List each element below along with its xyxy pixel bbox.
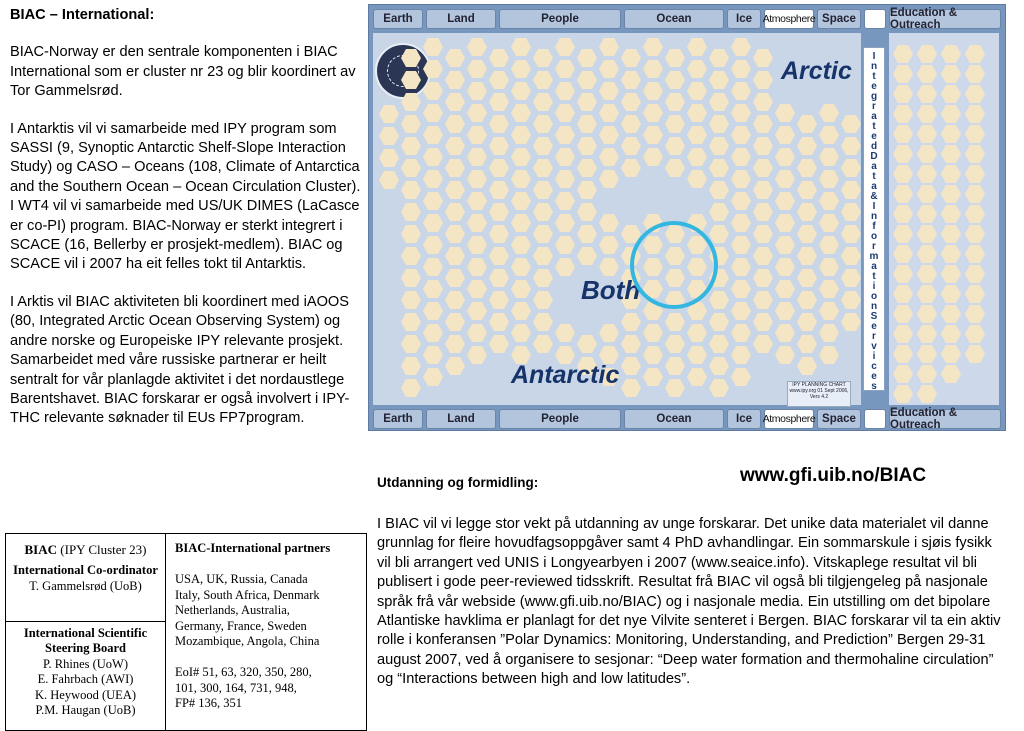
band-land: Land	[426, 409, 496, 429]
paragraph-arctic: I Arktis vil BIAC aktiviteten bli koordinert med iAOOS (80, Integrated Arctic Ocean Observing System) og andre norske og Europeiske IPY relevante prosjekt. Samarbeidet med våre russiske partnerar er heilt sentralt for vår planlagde aktivitet i det nordaustlege Barentshavet. BIAC forskarar er også involvert i IPY-THC relevante søknader til EUs FP7program.	[10, 293, 350, 427]
data-services-letter: v	[871, 341, 877, 352]
data-services-letter: e	[871, 131, 877, 142]
data-services-letter: t	[872, 271, 876, 282]
biac-cell	[6, 534, 166, 622]
data-services-letter: &	[870, 191, 878, 202]
steering-board-title: International Scientific Steering Board	[23, 626, 148, 656]
data-services-letter: e	[871, 321, 877, 332]
band-people: People	[499, 409, 621, 429]
data-services-letter: d	[870, 141, 878, 152]
member-haugan: P.M. Haugan (UoB)	[35, 703, 136, 718]
partners-line: Netherlands, Australia,	[175, 603, 290, 618]
data-services-letter: o	[870, 291, 878, 302]
website-link[interactable]: www.gfi.uib.no/BIAC	[740, 465, 927, 486]
band-blank	[864, 409, 886, 429]
partners-cell	[166, 534, 366, 730]
data-services-letter: e	[871, 371, 877, 382]
band-education-outreach: Education & Outreach	[889, 9, 1001, 29]
band-ice: Ice	[727, 9, 761, 29]
partners-line: USA, UK, Russia, Canada	[175, 572, 308, 587]
member-fahrbach: E. Fahrbach (AWI)	[37, 672, 134, 687]
data-services-letter: a	[871, 181, 877, 192]
data-services-letter: a	[871, 161, 877, 172]
planning-chart-note: IPY PLANNING CHART www.ipy.org 01 Sept 2006, Vers 4.2	[787, 381, 851, 407]
coordinator-name: T. Gammelsrød (UoB)	[29, 578, 142, 593]
data-services-letter: m	[869, 251, 879, 262]
partners-title: BIAC-International partners	[175, 541, 331, 555]
band-education-outreach: Education & Outreach	[889, 409, 1001, 429]
ipy-planning-chart	[368, 4, 1006, 431]
data-services-letter: t	[872, 171, 876, 182]
data-services-letter: i	[872, 281, 876, 292]
band-earth: Earth	[373, 409, 423, 429]
data-services-letter: a	[871, 261, 877, 272]
band-earth: Earth	[373, 9, 423, 29]
data-services-letter: n	[870, 301, 878, 312]
eoi-line: 101, 300, 164, 731, 948,	[175, 680, 297, 695]
education-body: I BIAC vil vi legge stor vekt på utdanning av unge forskarar. Det unike data materialet vil danne grunnlag for fleire hovudfagsoppgåver samt 4 PhD avhandlingar. Ein sommarskule i sjøis fysikk vil bli arrangert ved UNIS i Longyearbyen i 2007 (www.seaice.info). Vitskaplege resultat vil bli publisert i gode peer-reviewed tidsskrift. Resultat frå BIAC vil også bli tilgjengeleg på nasjonale språk frå vår webside (www.gfi.uib.no/BIAC) og i nasjonale media. Ein utstilling om det bipolare Atlantiske havklima er planlagt for det nye Vilvite senteret i Bergen. BIAC forskarar vil ta ein aktiv rolle i konferansen ”Polar Dynamics: Monitoring, Understanding, and Prediction” Bergen 29-31 august 2007, ved å organisere to sesjonar: “Deep water formation and thermohaline circulation” og “Interactions between high and low latitudes”.	[377, 516, 1001, 688]
biac-name-line	[6, 542, 165, 557]
data-services-letter: r	[872, 101, 876, 112]
band-ocean: Ocean	[624, 409, 724, 429]
data-services-letter: I	[872, 51, 876, 62]
band-space: Space	[817, 9, 861, 29]
data-services-letter: r	[872, 331, 876, 342]
data-services-letter: a	[871, 111, 877, 122]
biac-highlight-circle	[630, 221, 718, 309]
data-services-letter: s	[871, 381, 877, 392]
data-services-letter: e	[871, 81, 877, 92]
data-services-letter: i	[872, 351, 876, 362]
data-services-letter: t	[872, 71, 876, 82]
data-services-letter: I	[872, 201, 876, 212]
data-services-letter: n	[870, 211, 878, 222]
data-services-letter: g	[870, 91, 878, 102]
paragraph-biac-norway: BIAC-Norway er den sentrale komponenten i BIAC International som er cluster nr 23 og blir koordinert av Tor Gammelsrød.	[10, 44, 356, 100]
region-both-label: Both	[581, 275, 641, 305]
band-blank	[864, 9, 886, 29]
education-heading: Utdanning og formidling:	[377, 475, 539, 490]
band-ocean: Ocean	[624, 9, 724, 29]
partners-line: Italy, South Africa, Denmark	[175, 587, 320, 602]
coordinator-title: International Co-ordinator	[13, 563, 158, 578]
data-services-letter: S	[870, 311, 878, 322]
data-services-letter: o	[870, 231, 878, 242]
left-text-column	[10, 6, 362, 447]
top-band-bar	[373, 9, 1001, 29]
region-antarctic-label: Antarctic	[511, 361, 620, 389]
eoi-line: EoI# 51, 63, 320, 350, 280,	[175, 665, 312, 680]
data-services-letter: D	[870, 151, 878, 162]
section-title: BIAC – International:	[10, 7, 155, 23]
bottom-band-bar	[373, 409, 1001, 429]
member-rhines: P. Rhines (UoW)	[42, 656, 129, 671]
data-services-letter: r	[872, 241, 876, 252]
ipy-seal-logo	[375, 43, 431, 99]
band-space: Space	[817, 409, 861, 429]
band-people: People	[499, 9, 621, 29]
biac-info-table	[5, 533, 367, 731]
member-heywood: K. Heywood (UEA)	[34, 687, 137, 702]
eoi-line: FP# 136, 351	[175, 696, 243, 711]
band-atmosphere: Atmosphere	[764, 9, 814, 29]
data-services-letter: f	[872, 221, 876, 232]
steering-board-cell	[6, 622, 166, 730]
partners-line: Germany, France, Sweden	[175, 618, 307, 633]
band-ice: Ice	[727, 409, 761, 429]
data-services-column	[863, 47, 885, 391]
region-arctic-label: Arctic	[781, 57, 852, 85]
biac-cluster: (IPY Cluster 23)	[60, 542, 147, 557]
partners-line: Mozambique, Angola, China	[175, 634, 320, 649]
data-services-letter: t	[872, 121, 876, 132]
band-land: Land	[426, 9, 496, 29]
data-services-letter: c	[871, 361, 877, 372]
data-services-letter: n	[870, 61, 878, 72]
biac-name: BIAC	[24, 542, 58, 557]
band-atmosphere: Atmosphere	[764, 409, 814, 429]
paragraph-antarctic: I Antarktis vil vi samarbeide med IPY program som SASSI (9, Synoptic Antarctic Shelf-Slope Interaction Study) og CASO – Oceans (108, Climate of Antarctica and the Southern Ocean – Ocean Circulation Cluster). I WT4 vil vi samarbeide med US/UK DIMES (LaCasce er co-PI) program. BIAC-Norway er sterkt integrert i SCACE (16, Bellerby er prosjekt-medlem). BIAC og SCACE vil i 2007 ha eit felles tokt til Antarktis.	[10, 120, 361, 273]
